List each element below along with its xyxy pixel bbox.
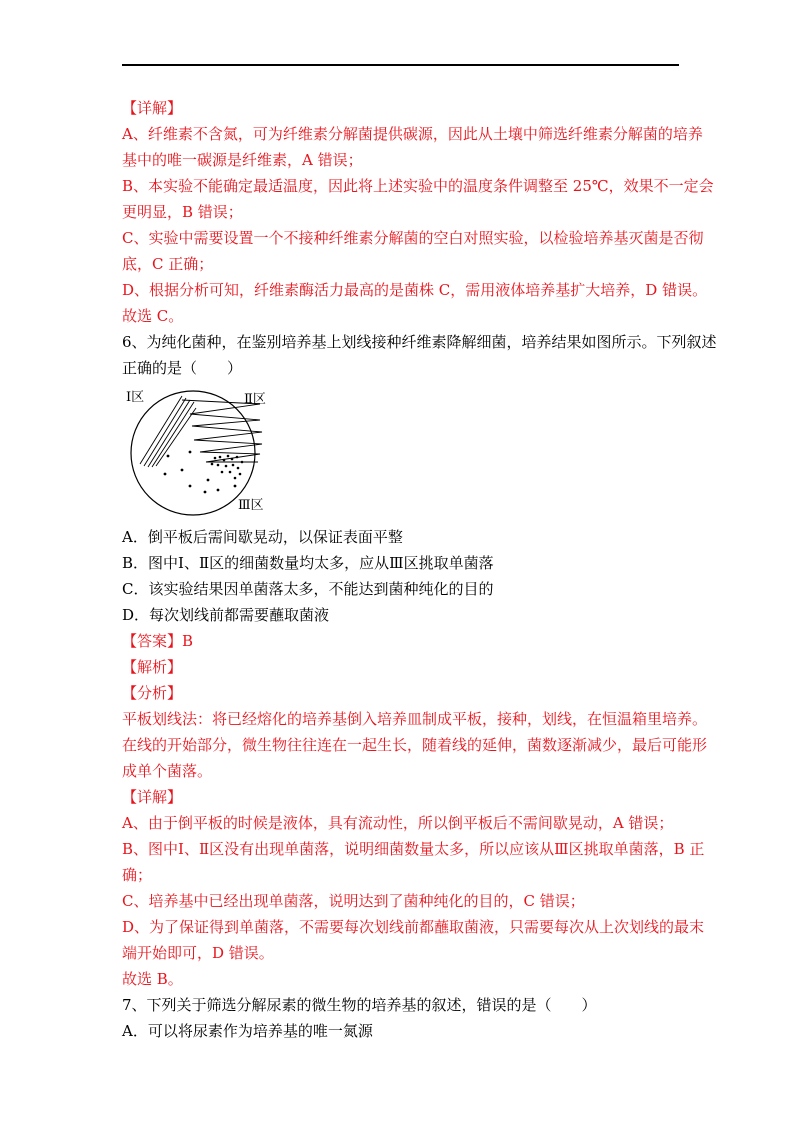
option-b: B．图中Ⅰ、Ⅱ区的细菌数量均太多，应从Ⅲ区挑取单菌落 xyxy=(122,554,494,572)
zone2-streaks xyxy=(182,400,262,462)
zone3-colonies xyxy=(164,451,244,494)
header-rule xyxy=(122,64,679,66)
conclusion-6: 故选 B。 xyxy=(122,970,183,988)
streak-plate-figure xyxy=(120,382,280,517)
detail6-c: C、培养基中已经出现单菌落，说明达到了菌种纯化的目的，C 错误； xyxy=(122,892,585,910)
analysis-line3: 成单个菌落。 xyxy=(122,762,213,780)
analysis-line2: 在线的开始部分，微生物往往连在一起生长，随着线的延伸，菌数逐渐减少，最后可能形 xyxy=(122,736,708,754)
detail-line-a2: 基中的唯一碳源是纤维素，A 错误； xyxy=(122,151,363,169)
detail-heading-6: 【详解】 xyxy=(122,788,183,806)
detail-line-c2: 底，C 正确； xyxy=(122,255,214,273)
detail-line-c1: C、实验中需要设置一个不接种纤维素分解菌的空白对照实验，以检验培养基灭菌是否彻 xyxy=(122,229,704,247)
detail-line-a1: A、纤维素不含氮，可为纤维素分解菌提供碳源，因此从土壤中筛选纤维素分解菌的培养 xyxy=(122,125,703,143)
conclusion-5: 故选 C。 xyxy=(122,307,184,325)
analysis-line1: 平板划线法：将已经熔化的培养基倒入培养皿制成平板，接种，划线，在恒温箱里培养。 xyxy=(122,710,708,728)
question-6-line1: 6、为纯化菌种，在鉴别培养基上划线接种纤维素降解细菌，培养结果如图所示。下列叙述 xyxy=(122,333,717,351)
detail-heading: 【详解】 xyxy=(122,99,183,117)
answer-line: 【答案】B xyxy=(122,632,194,650)
zone2-label: Ⅱ区 xyxy=(244,392,266,407)
zone3-label: Ⅲ区 xyxy=(238,498,264,513)
detail6-a: A、由于倒平板的时候是液体，具有流动性，所以倒平板后不需间歇晃动，A 错误； xyxy=(122,814,674,832)
detail-line-b1: B、本实验不能确定最适温度，因此将上述实验中的温度条件调整至 25℃，效果不一定会 xyxy=(122,177,714,195)
detail-line-b2: 更明显，B 错误； xyxy=(122,203,243,221)
question-7-option-a: A．可以将尿素作为培养基的唯一氮源 xyxy=(122,1022,373,1040)
option-a: A．倒平板后需间歇晃动，以保证表面平整 xyxy=(122,528,403,546)
option-d: D．每次划线前都需要蘸取菌液 xyxy=(122,606,330,624)
analysis-heading: 【解析】 xyxy=(122,658,183,676)
detail6-d2: 端开始即可，D 错误。 xyxy=(122,944,274,962)
detail6-b2: 确； xyxy=(122,866,153,884)
detail-line-d: D、根据分析可知，纤维素酶活力最高的是菌株 C，需用液体培养基扩大培养，D 错误。 xyxy=(122,281,708,299)
question-6-line2: 正确的是（ ） xyxy=(122,359,243,377)
option-c: C．该实验结果因单菌落太多，不能达到菌种纯化的目的 xyxy=(122,580,494,598)
question-7: 7、下列关于筛选分解尿素的微生物的培养基的叙述，错误的是（ ） xyxy=(122,996,597,1014)
analysis-subheading: 【分析】 xyxy=(122,684,183,702)
detail6-b1: B、图中Ⅰ、Ⅱ区没有出现单菌落，说明细菌数量太多，所以应该从Ⅲ区挑取单菌落，B 正 xyxy=(122,840,705,858)
zone1-label: Ⅰ区 xyxy=(126,390,145,405)
detail6-d1: D、为了保证得到单菌落，不需要每次划线前都蘸取菌液，只需要每次从上次划线的最末 xyxy=(122,918,705,936)
